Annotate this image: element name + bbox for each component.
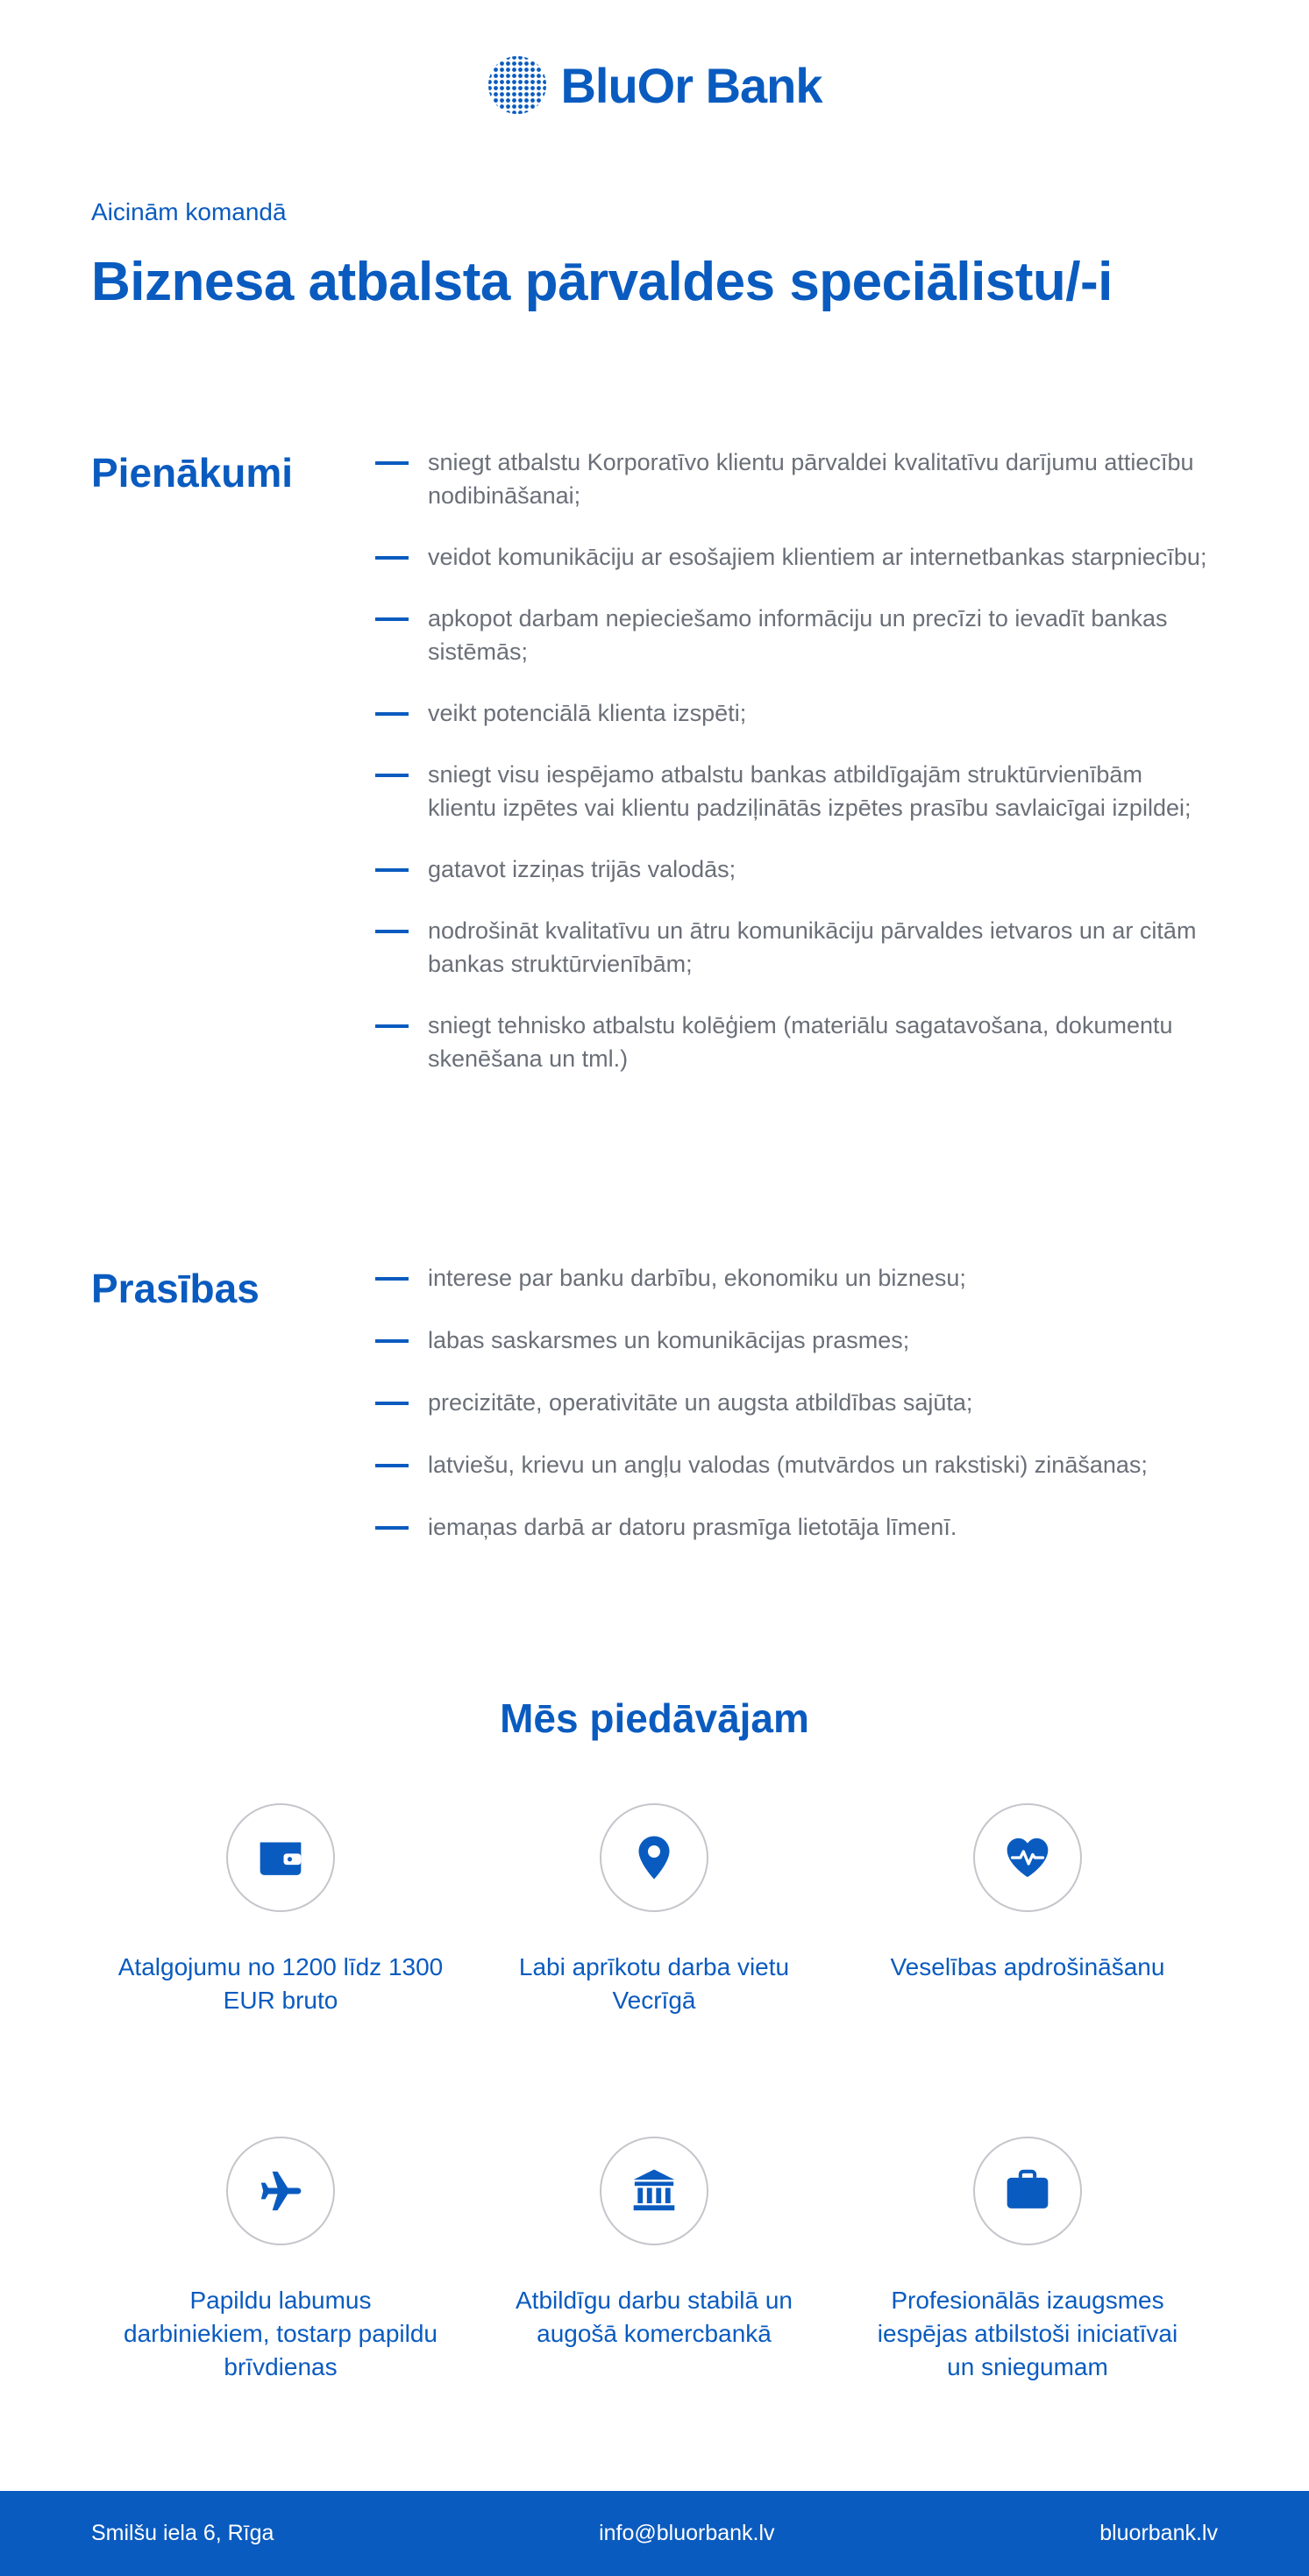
dash-bullet-icon [375,1402,409,1405]
offer-icon-circle [226,2137,335,2245]
dash-bullet-icon [375,868,409,872]
list-item-text: latviešu, krievu un angļu valodas (mutvārdos un rakstiski) zināšanas; [428,1452,1148,1478]
footer-website-link[interactable]: bluorbank.lv [1099,2521,1218,2545]
list-item [375,914,1217,981]
list-item-text: veidot komunikāciju ar esošajiem klientiem ar internetbankas starpniecību; [428,544,1207,570]
offer-label: Labi aprīkotu darba vietu Vecrīgā [518,1953,790,2014]
list-item-text: sniegt atbalstu Korporatīvo klientu pārvaldei kvalitatīvu darījumu attiecību nodibināšanai; [428,449,1194,509]
list-item [375,602,1217,668]
list-item [375,853,1217,886]
responsibilities-title: Pienākumi [91,450,294,496]
brand-logo [0,54,1309,116]
list-item-text: iemaņas darbā ar datoru prasmīga lietotāja līmenī. [428,1514,957,1540]
list-item-text: sniegt tehnisko atbalstu kolēģiem (materiālu sagatavošana, dokumentu skenēšana un tml.) [428,1012,1173,1072]
dash-bullet-icon [375,1024,409,1028]
offer-icon-circle [226,1803,335,1912]
offer-icon-circle [600,1803,708,1912]
offer-label: Profesionālās izaugsmes iespējas atbilstoši iniciatīvai un sniegumam [877,2287,1178,2380]
dash-bullet-icon [375,1464,409,1467]
footer-address: Smilšu iela 6, Rīga [91,2521,274,2545]
list-item-text: apkopot darbam nepieciešamo informāciju un precīzi to ievadīt bankas sistēmās; [428,605,1168,665]
dash-bullet-icon [375,1277,409,1281]
list-item [375,1009,1217,1075]
offer-label: Atalgojumu no 1200 līdz 1300 EUR bruto [117,1953,444,2014]
wallet-icon [256,1833,305,1882]
offer-salary [114,1803,447,2017]
bank-building-icon [630,2166,679,2216]
offer-growth [861,2137,1194,2384]
list-item-text: interese par banku darbību, ekonomiku un biznesu; [428,1265,966,1291]
list-item [375,1386,1217,1419]
list-item [375,1448,1217,1481]
offer-benefits [114,2137,447,2384]
list-item [375,1510,1217,1544]
dash-bullet-icon [375,617,409,621]
airplane-icon [256,2166,305,2216]
location-pin-icon [630,1833,679,1882]
list-item [375,540,1217,574]
logo-dots-icon [487,54,548,116]
brand-name: BluOr Bank [560,57,822,113]
heart-pulse-icon [1003,1833,1052,1882]
offer-label: Atbildīgu darbu stabilā un augošā komercbankā [516,2287,793,2347]
dash-bullet-icon [375,461,409,465]
list-item-text: gatavot izziņas trijās valodās; [428,856,736,882]
offer-workplace [487,1803,821,2017]
eyebrow-text: Aicinām komandā [91,198,287,225]
dash-bullet-icon [375,1339,409,1343]
offer-label: Papildu labumus darbiniekiem, tostarp papildu brīvdienas [124,2287,438,2380]
footer-email-link[interactable]: info@bluorbank.lv [599,2521,775,2545]
list-item [375,696,1217,730]
list-item-text: veikt potenciālā klienta izspēti; [428,700,747,726]
offer-stable-bank [487,2137,821,2351]
list-item-text: sniegt visu iespējamo atbalstu bankas atbildīgajām struktūrvienībām klientu izpētes vai klientu padziļinātās izpētes prasību savlaicīgai izpildei; [428,761,1192,821]
offer-icon-circle [973,1803,1082,1912]
dash-bullet-icon [375,774,409,777]
offer-health [861,1803,1194,1984]
footer [0,2491,1309,2576]
list-item-text: precizitāte, operativitāte un augsta atbildības sajūta; [428,1389,973,1416]
briefcase-icon [1003,2166,1052,2216]
dash-bullet-icon [375,556,409,560]
responsibilities-list [375,446,1217,1075]
list-item-text: labas saskarsmes un komunikācijas prasmes; [428,1327,910,1353]
offer-icon-circle [600,2137,708,2245]
dash-bullet-icon [375,930,409,933]
requirements-list [375,1261,1217,1544]
offer-icon-circle [973,2137,1082,2245]
dash-bullet-icon [375,712,409,716]
list-item-text: nodrošināt kvalitatīvu un ātru komunikāciju pārvaldes ietvaros un ar citām bankas struktūrvienībām; [428,917,1197,977]
list-item [375,1324,1217,1357]
list-item [375,1261,1217,1295]
list-item [375,446,1217,512]
offer-label: Veselības apdrošināšanu [890,1953,1165,1980]
list-item [375,758,1217,824]
dash-bullet-icon [375,1526,409,1530]
requirements-title: Prasības [91,1266,260,1311]
offers-title: Mēs piedāvājam [500,1695,809,1741]
job-title: Biznesa atbalsta pārvaldes speciālistu/-i [91,252,1113,312]
